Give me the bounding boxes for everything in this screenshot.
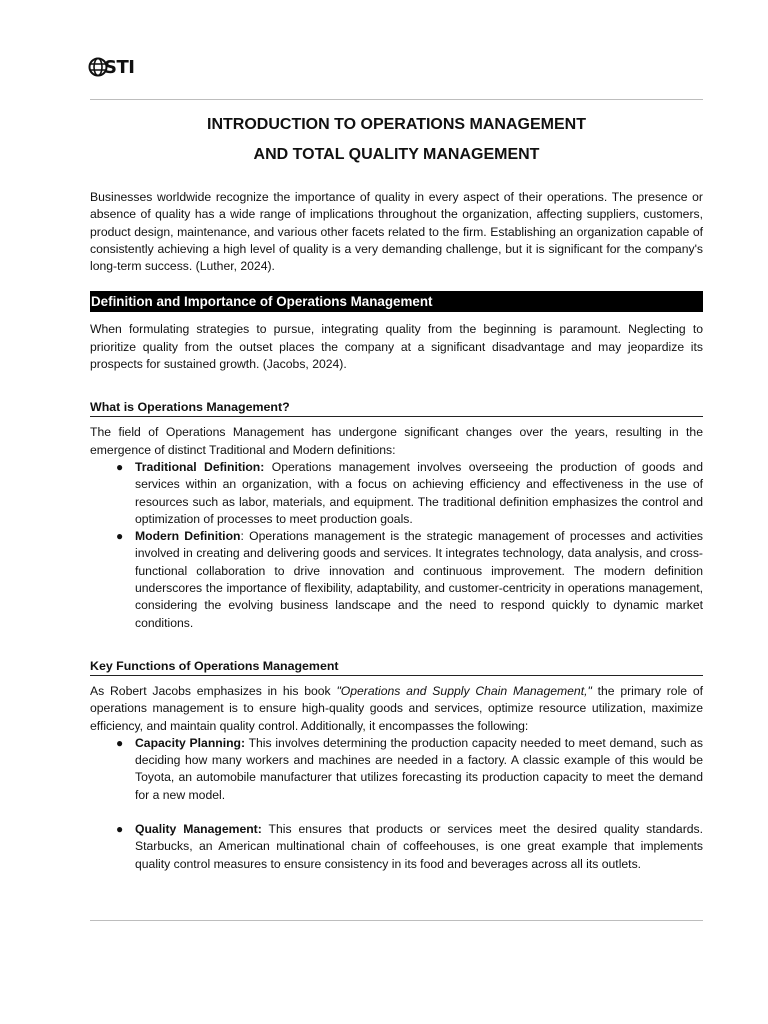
list-item-modern bbox=[90, 528, 703, 632]
document-title bbox=[90, 110, 703, 170]
title-line-2: AND TOTAL QUALITY MANAGEMENT bbox=[253, 146, 540, 163]
bullet-icon: ● bbox=[116, 529, 124, 544]
list-item-quality-management bbox=[90, 821, 703, 873]
bullet-icon: ● bbox=[116, 459, 124, 474]
item-text: Operations management involves overseeing the production of goods and services within an organization, with a focus on achieving efficiency and effectiveness in the use of resources such as labor, materials, and equipment. The traditional definition emphasizes the control and optimization of processes to meet production goals. bbox=[135, 459, 703, 526]
list-item-traditional bbox=[90, 459, 703, 528]
item-term: Traditional Definition: bbox=[135, 459, 265, 474]
list-item-capacity-planning bbox=[90, 735, 703, 804]
item-text: This ensures that products or services meet the desired quality standards. Starbucks, an American multinational chain of coffeehouses, is one great example that implements quality control measures to ensure consistency in its food and beverages across all its outlets. bbox=[135, 822, 704, 871]
subheading-what-is: What is Operations Management? bbox=[90, 399, 703, 417]
subheading-key-functions: Key Functions of Operations Management bbox=[90, 658, 703, 676]
item-text: This involves determining the production capacity needed to meet demand, such as deciding how many workers and machines are needed in a factory. A classic example of this would be Toyota, an automobile manufacturer that utilizes forecasting its production capacity to meet the demand for a new model. bbox=[135, 735, 703, 802]
item-term: Quality Management: bbox=[135, 822, 262, 837]
logo-text: STI bbox=[104, 56, 135, 78]
para-before: As Robert Jacobs emphasizes in his book bbox=[90, 683, 337, 698]
book-title: "Operations and Supply Chain Management," bbox=[336, 683, 592, 698]
bullet-icon: ● bbox=[116, 735, 124, 750]
definition-paragraph: When formulating strategies to pursue, integrating quality from the beginning is paramount. Neglecting to prioritize quality from the outset places the company at a significant disadvantage and may jeopardize its prospects for sustained growth. (Jacobs, 2024). bbox=[90, 322, 703, 372]
section-heading-definition: Definition and Importance of Operations Management bbox=[90, 291, 703, 312]
intro-paragraph: Businesses worldwide recognize the importance of quality in every aspect of their operations. The presence or absence of quality has a wide range of implications throughout the organization, affecting suppliers, customers, product design, maintenance, and various other facets related to the firm. Establishing an organization capable of consistently achieving a high level of quality is a very demanding challenge, but it is significant for the company's long-term success. (Luther, 2024). bbox=[90, 190, 703, 274]
item-term: Modern Definition bbox=[135, 529, 241, 544]
definitions-list bbox=[90, 459, 703, 632]
bullet-icon: ● bbox=[116, 822, 124, 837]
title-line-1: INTRODUCTION TO OPERATIONS MANAGEMENT bbox=[207, 116, 586, 133]
what-is-paragraph: The field of Operations Management has undergone significant changes over the years, resulting in the emergence of distinct Traditional and Modern definitions: bbox=[90, 425, 703, 457]
item-term: Capacity Planning: bbox=[135, 735, 246, 750]
header-rule bbox=[90, 99, 703, 100]
footer-rule bbox=[90, 920, 703, 921]
para-after: the primary role of operations management is to ensure high-quality goods and services, optimize resource utilization, maximize efficiency, and maintain quality control. Additionally, it encompasses the following: bbox=[90, 683, 704, 733]
key-functions-paragraph bbox=[90, 683, 703, 735]
item-text: : Operations management is the strategic management of processes and activities involved in creating and delivering goods and services. It integrates technology, data analysis, and cross-functional collaboration to drive innovation and continuous improvement. The modern definition underscores the importance of flexibility, adaptability, and customer-centricity in operations management, considering the evolving business landscape and the need to respond quickly to dynamic market conditions. bbox=[135, 529, 703, 630]
functions-list bbox=[90, 735, 703, 873]
sti-logo bbox=[88, 56, 134, 78]
document-body bbox=[90, 110, 703, 873]
